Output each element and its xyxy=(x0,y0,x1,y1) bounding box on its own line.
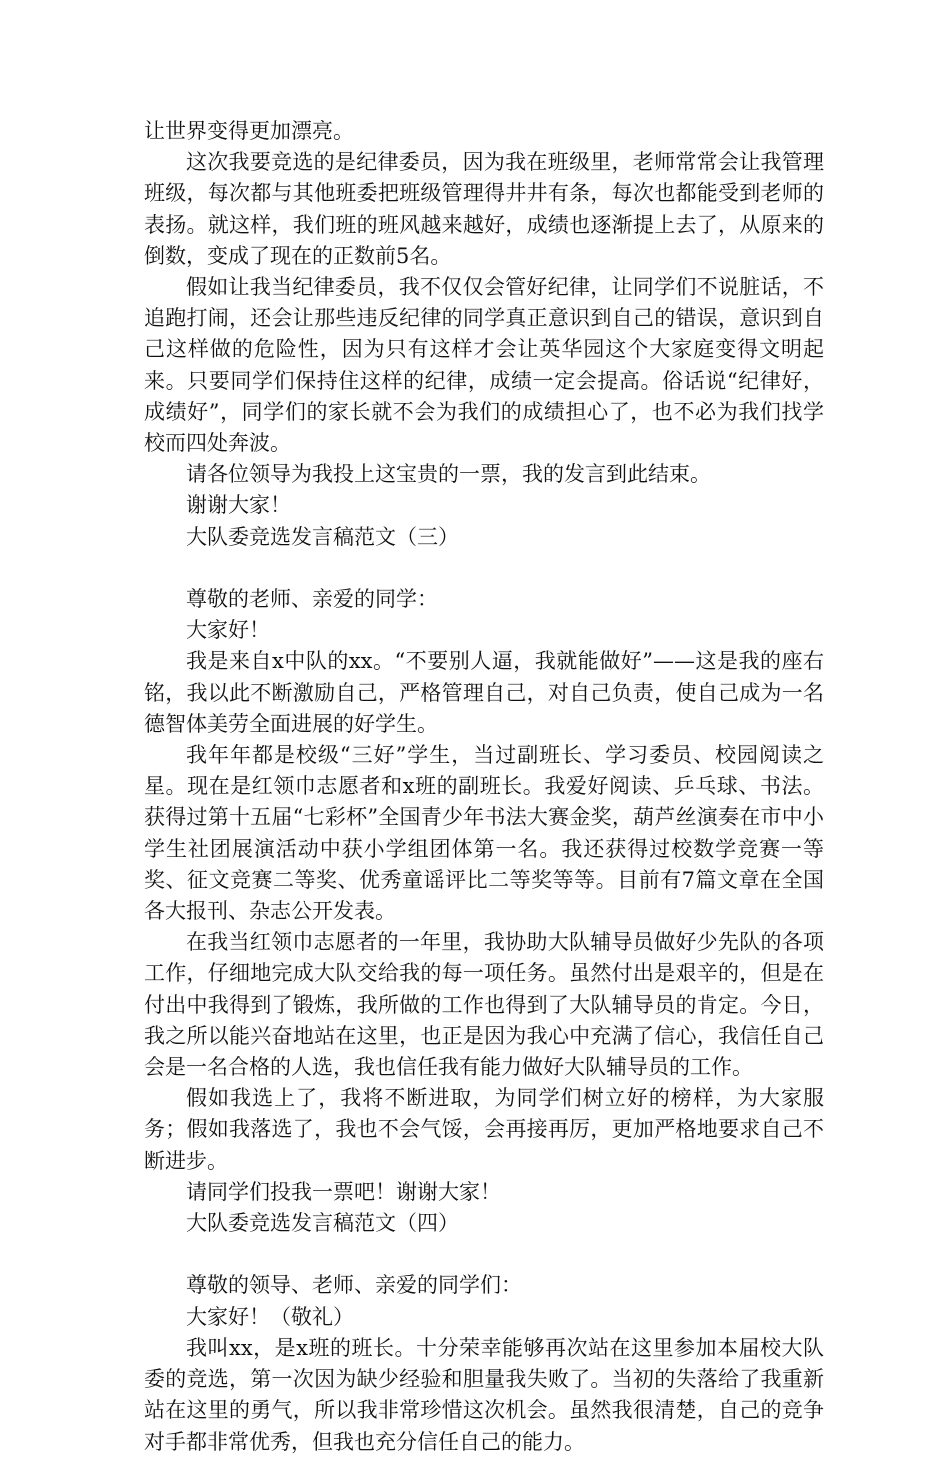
salutation-4: 尊敬的领导、老师、亲爱的同学们： xyxy=(186,1273,522,1298)
paragraph-4: 请各位领导为我投上这宝贵的一票，我的发言到此结束。 xyxy=(186,462,711,487)
paragraph-7: 我年年都是校级“三好”学生，当过副班长、学习委员、校园阅读之星。现在是红领巾志愿者和x班的副班长。我爱好阅读、乒乓球、书法。获得过第十五届“七彩杯”全国青少年书法大赛金奖，葫芦丝演奏在市中小学生社团展演活动中获小学组团体第一名。我还获得过校数学竞赛一等奖、征文竞赛二等奖、优秀童谣评比二等奖等等。目前有7篇文章在全国各大报刊、杂志公开发表。 xyxy=(144,743,824,924)
paragraph-9: 假如我选上了，我将不断进取，为同学们树立好的榜样，为大家服务；假如我落选了，我也不会气馁，会再接再厉，更加严格地要求自己不断进步。 xyxy=(144,1086,824,1173)
section-heading-4: 大队委竞选发言稿范文（四） xyxy=(186,1211,459,1236)
salutation-3: 尊敬的老师、亲爱的同学： xyxy=(186,587,438,612)
paragraph-1: 让世界变得更加漂亮。 xyxy=(144,119,354,143)
greeting-3: 大家好！ xyxy=(186,618,270,643)
paragraph-6: 我是来自x中队的xx。“不要别人逼，我就能做好”——这是我的座右铭，我以此不断激励自己，严格管理自己，对自己负责，使自己成为一名德智体美劳全面进展的好学生。 xyxy=(144,649,824,736)
blank-line xyxy=(144,1239,824,1270)
document-body xyxy=(144,116,824,1458)
greeting-4: 大家好！（敬礼） xyxy=(186,1304,354,1329)
paragraph-2: 这次我要竞选的是纪律委员，因为我在班级里，老师常常会让我管理班级，每次都与其他班委把班级管理得井井有条，每次也都能受到老师的表扬。就这样，我们班的班风越来越好，成绩也逐渐提上去了，从原来的倒数，变成了现在的正数前5名。 xyxy=(144,150,824,268)
paragraph-11: 我叫xx，是x班的班长。十分荣幸能够再次站在这里参加本届校大队委的竞选，第一次因为缺少经验和胆量我失败了。当初的失落给了我重新站在这里的勇气，所以我非常珍惜这次机会。虽然我很清楚，自己的竞争对手都非常优秀，但我也充分信任自己的能力。 xyxy=(144,1335,824,1454)
paragraph-5: 谢谢大家！ xyxy=(186,493,291,518)
paragraph-8: 在我当红领巾志愿者的一年里，我协助大队辅导员做好少先队的各项工作，仔细地完成大队交给我的每一项任务。虽然付出是艰辛的，但是在付出中我得到了锻炼，我所做的工作也得到了大队辅导员的肯定。今日，我之所以能兴奋地站在这里，也正是因为我心中充满了信心，我信任自己会是一名合格的人选，我也信任我有能力做好大队辅导员的工作。 xyxy=(144,930,824,1080)
section-heading-3: 大队委竞选发言稿范文（三） xyxy=(186,524,459,549)
paragraph-10: 请同学们投我一票吧！谢谢大家！ xyxy=(186,1179,501,1204)
paragraph-3: 假如让我当纪律委员，我不仅仅会管好纪律，让同学们不说脏话，不追跑打闹，还会让那些违反纪律的同学真正意识到自己的错误，意识到自己这样做的危险性，因为只有这样才会让英华园这个大家庭变得文明起来。只要同学们保持住这样的纪律，成绩一定会提高。俗话说“纪律好，成绩好”，同学们的家长就不会为我们的成绩担心了，也不必为我们找学校而四处奔波。 xyxy=(144,275,824,456)
blank-line xyxy=(144,553,824,584)
